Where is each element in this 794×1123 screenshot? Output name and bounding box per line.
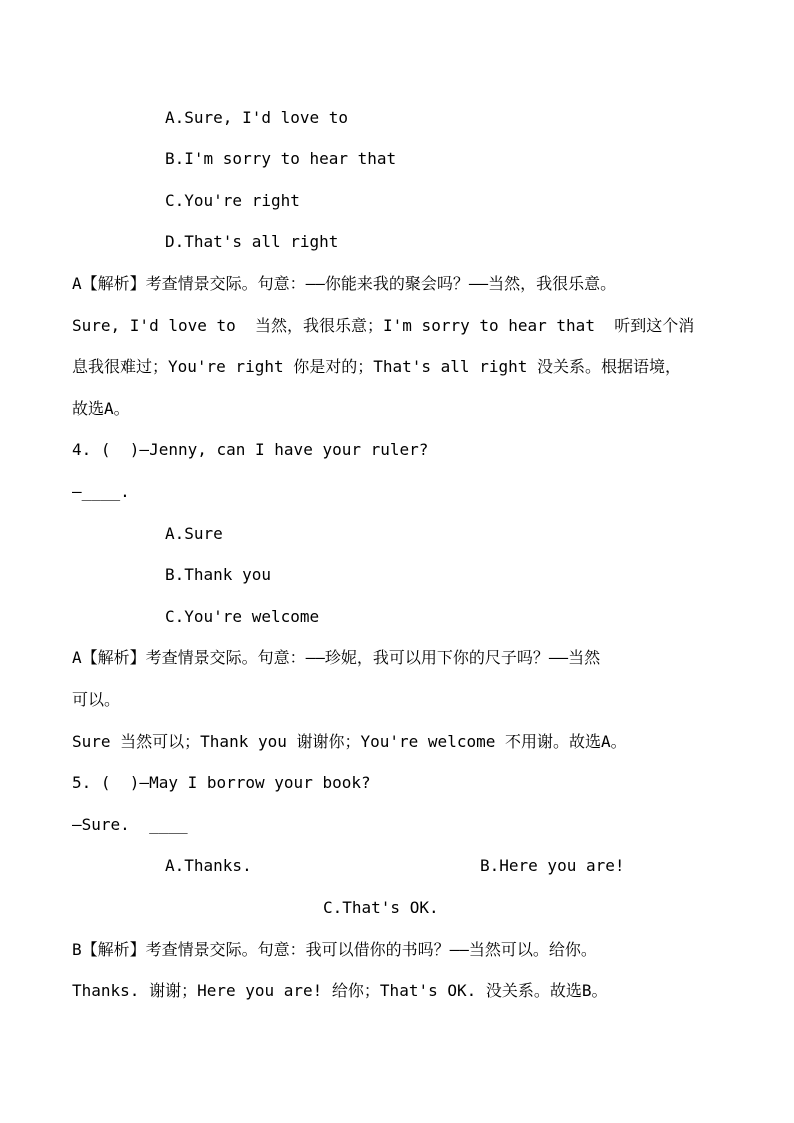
q4-option-b: B.Thank you <box>165 565 271 584</box>
q5-analysis-line-2: Thanks. 谢谢；Here you are! 给你；That's OK. 没关系。故选B。 <box>72 981 608 1000</box>
q4-answer-blank: —____. <box>72 482 130 501</box>
q4-option-c: C.You're welcome <box>165 607 320 626</box>
q5-analysis-line-1: B【解析】考查情景交际。句意：我可以借你的书吗？——当然可以。给你。 <box>72 940 597 959</box>
q5-option-c: C.That's OK. <box>323 898 439 917</box>
q4-analysis-line-1: A【解析】考查情景交际。句意：——珍妮，我可以用下你的尺子吗？——当然 <box>72 648 601 667</box>
q3-analysis-line-4: 故选A。 <box>72 399 130 418</box>
q5-answer-line: —Sure. ____ <box>72 815 188 834</box>
q3-option-a: A.Sure, I'd love to <box>165 108 349 127</box>
q3-analysis-line-1: A【解析】考查情景交际。句意：——你能来我的聚会吗？——当然，我很乐意。 <box>72 274 617 293</box>
q4-question: 4. ( )—Jenny, can I have your ruler? <box>72 440 429 459</box>
q5-option-a: A.Thanks. <box>165 856 252 875</box>
q5-question: 5. ( )—May I borrow your book? <box>72 773 371 792</box>
q3-analysis-line-3: 息我很难过；You're right 你是对的；That's all right 没关系。根据语境， <box>72 357 681 376</box>
q4-analysis-line-3: Sure 当然可以；Thank you 谢谢你；You're welcome 不用谢。故选A。 <box>72 732 627 751</box>
q3-option-c: C.You're right <box>165 191 300 210</box>
q5-option-b: B.Here you are! <box>480 856 625 875</box>
q4-analysis-line-2: 可以。 <box>72 690 121 709</box>
q3-option-b: B.I'm sorry to hear that <box>165 149 397 168</box>
q3-analysis-line-2: Sure, I'd love to 当然，我很乐意；I'm sorry to hear that 听到这个消 <box>72 316 695 335</box>
q3-option-d: D.That's all right <box>165 232 339 251</box>
q4-option-a: A.Sure <box>165 524 223 543</box>
